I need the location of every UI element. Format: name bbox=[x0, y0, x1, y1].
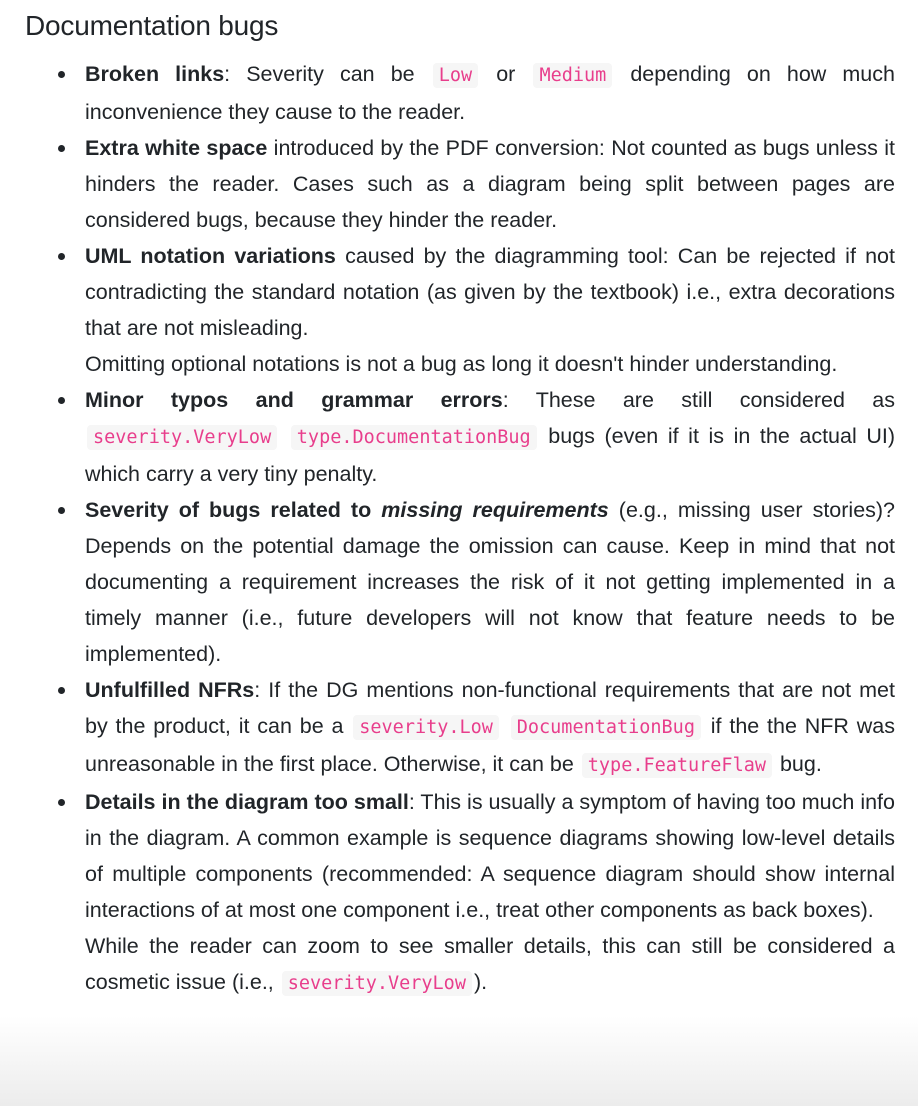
list-item bbox=[85, 56, 895, 130]
paragraph bbox=[85, 928, 895, 1002]
text: caused by the diagramming tool: Can be rejected if not contradicting the standard notation (as given by the textbook) i.e., extra decorations that are not misleading. bbox=[85, 244, 895, 340]
text: if the the NFR was unreasonable in the first place. Otherwise, it can be bbox=[85, 714, 895, 776]
text: : Severity can be bbox=[224, 62, 431, 86]
paragraph bbox=[85, 130, 895, 238]
text: bugs (even if it is in the actual UI) which carry a very tiny penalty. bbox=[85, 424, 895, 486]
bold-term: Details in the diagram too small bbox=[85, 790, 409, 814]
bug-list bbox=[85, 56, 895, 1002]
inline-code: severity.VeryLow bbox=[282, 971, 472, 996]
bold-term: Minor typos and grammar errors bbox=[85, 388, 503, 412]
bold-term: UML notation variations bbox=[85, 244, 336, 268]
inline-code: severity.Low bbox=[353, 715, 499, 740]
paragraph bbox=[85, 238, 895, 346]
paragraph bbox=[85, 346, 895, 382]
inline-code: Low bbox=[433, 63, 478, 88]
paragraph bbox=[85, 784, 895, 928]
text: (e.g., missing user stories)? Depends on the potential damage the omission can cause. Keep in mind that not documenting a requirement increases the risk of it not getting implemented in a timely manner (i.e., future developers will not know that feature needs to be implemented). bbox=[85, 498, 896, 666]
bold-italic-term: missing requirements bbox=[381, 498, 609, 522]
text: bug. bbox=[774, 752, 822, 776]
bold-term: Severity of bugs related to bbox=[85, 498, 382, 522]
inline-code: Medium bbox=[533, 63, 612, 88]
text: ). bbox=[473, 970, 488, 994]
paragraph bbox=[85, 382, 895, 492]
text: Omitting optional notations is not a bug as long it doesn't hinder understanding. bbox=[85, 352, 838, 376]
list-item bbox=[85, 382, 895, 492]
inline-code: DocumentationBug bbox=[511, 715, 701, 740]
text bbox=[501, 714, 509, 738]
text: introduced by the PDF conversion: Not counted as bugs unless it hinders the reader. Cases such as a diagram being split between pages are considered bugs, because they hinder the reader. bbox=[85, 136, 895, 232]
inline-code: severity.VeryLow bbox=[87, 425, 277, 450]
text: : This is usually a symptom of having too much info in the diagram. A common example is sequence diagrams showing low-level details of multiple components (recommended: A sequence diagram should show internal interactions of at most one component i.e., treat other components as back boxes). bbox=[85, 790, 895, 922]
bottom-fade bbox=[0, 1016, 918, 1106]
paragraph bbox=[85, 56, 895, 130]
list-item bbox=[85, 784, 895, 1002]
bold-term: Broken links bbox=[85, 62, 225, 86]
bold-term: Extra white space bbox=[85, 136, 268, 160]
paragraph bbox=[85, 492, 895, 672]
text: : These are still considered as bbox=[502, 388, 895, 412]
bold-term: Unfulfilled NFRs bbox=[85, 678, 255, 702]
paragraph bbox=[85, 672, 895, 784]
list-item bbox=[85, 492, 895, 672]
text: depending on how much inconvenience they cause to the reader. bbox=[85, 62, 895, 124]
text bbox=[279, 424, 289, 448]
text: : If the DG mentions non-functional requirements that are not met by the product, it can be a bbox=[85, 678, 895, 738]
text: or bbox=[480, 62, 532, 86]
text: While the reader can zoom to see smaller details, this can still be considered a cosmetic issue (i.e., bbox=[85, 934, 895, 994]
inline-code: type.FeatureFlaw bbox=[582, 753, 772, 778]
list-item bbox=[85, 130, 895, 238]
section-heading: Documentation bugs bbox=[25, 10, 279, 41]
list-item bbox=[85, 238, 895, 382]
inline-code: type.DocumentationBug bbox=[291, 425, 537, 450]
list-item bbox=[85, 672, 895, 784]
